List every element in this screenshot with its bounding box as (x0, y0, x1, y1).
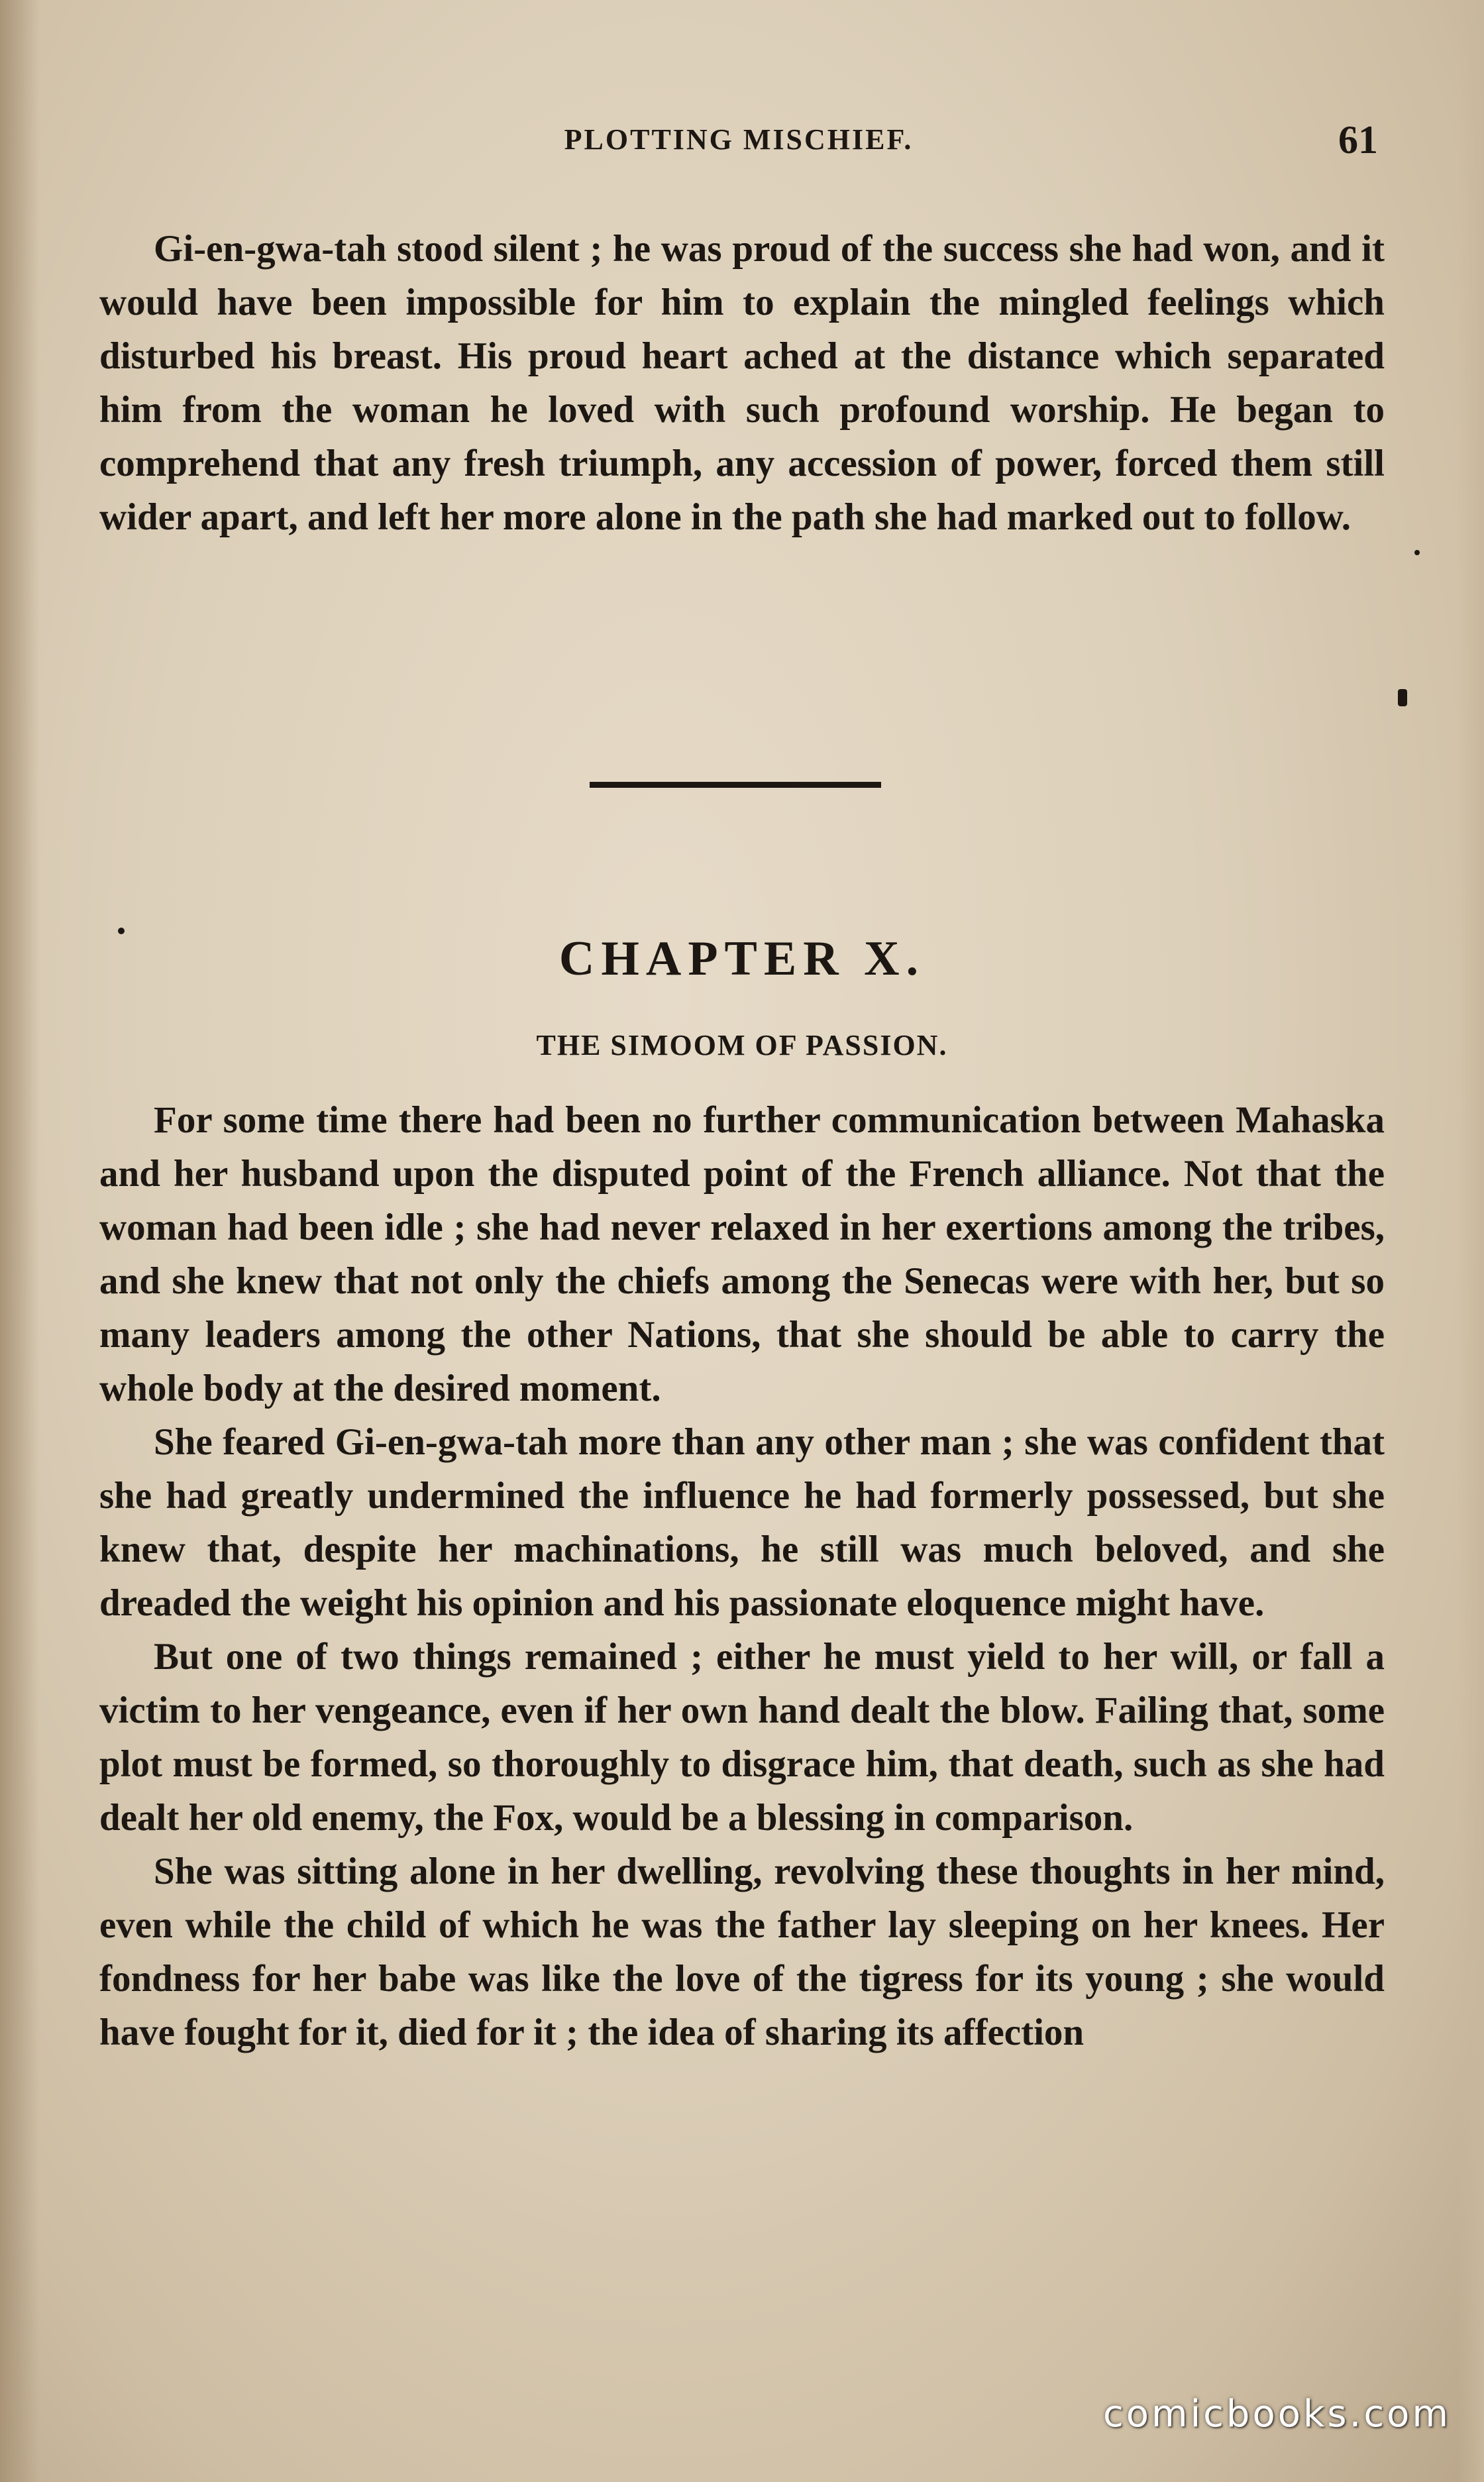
paragraph: For some time there had been no further communication between Mahaska and her husband upon the disputed point of the French alliance. Not that the woman had been idle ; she had never relaxed in her exertions among the tribes, and she knew that not only the chiefs among the Senecas were with her, but so many leaders among the other Nations, that she should be able to carry the whole body at the desired moment. (99, 1099, 1385, 1409)
ink-speck (118, 928, 125, 934)
running-head (99, 118, 1378, 162)
running-head-title: PLOTTING MISCHIEF. (564, 123, 914, 156)
page-edge-shadow-right (1458, 0, 1484, 2482)
chapter-title: CHAPTER X. (558, 932, 926, 986)
section-2-text (99, 1093, 1385, 2059)
paragraph: Gi-en-gwa-tah stood silent ; he was proud of the success she had won, and it would have been impossible for him to explain the mingled feelings which disturbed his breast. His proud heart ached at the distance which separated him from the woman he loved with such profound worship. He began to comprehend that any fresh triumph, any accession of power, forced them still wider apart, and left her more alone in the path she had marked out to follow. (99, 228, 1385, 538)
page-number: 61 (1338, 118, 1378, 162)
paragraph: But one of two things remained ; either he must yield to her will, or fall a victim to her vengeance, even if her own hand dealt the blow. Failing that, some plot must be formed, so thoroughly to disgrace him, that death, such as she had dealt her old enemy, the Fox, would be a blessing in comparison. (99, 1636, 1385, 1839)
page-edge-shadow-left (0, 0, 40, 2482)
paragraph: She was sitting alone in her dwelling, revolving these thoughts in her mind, even while the child of which he was the father lay sleeping on her knees. Her fondness for her babe was like the love of the tigress for its young ; she would have fought for it, died for it ; the idea of sharing its affection (99, 1851, 1385, 2053)
chapter-subtitle: THE SIMOOM OF PASSION. (536, 1029, 948, 1061)
section-divider-rule (590, 782, 881, 788)
paragraph: She feared Gi-en-gwa-tah more than any other man ; she was confident that she had greatly undermined the influence he had formerly possessed, but she knew that, despite her machinations, he still was much beloved, and she dreaded the weight his opinion and his passionate eloquence might have. (99, 1421, 1385, 1624)
ink-speck (1398, 689, 1407, 706)
section-1-text (99, 222, 1385, 544)
ink-speck (1414, 550, 1420, 555)
watermark: comicbooks.com (1102, 2393, 1451, 2436)
